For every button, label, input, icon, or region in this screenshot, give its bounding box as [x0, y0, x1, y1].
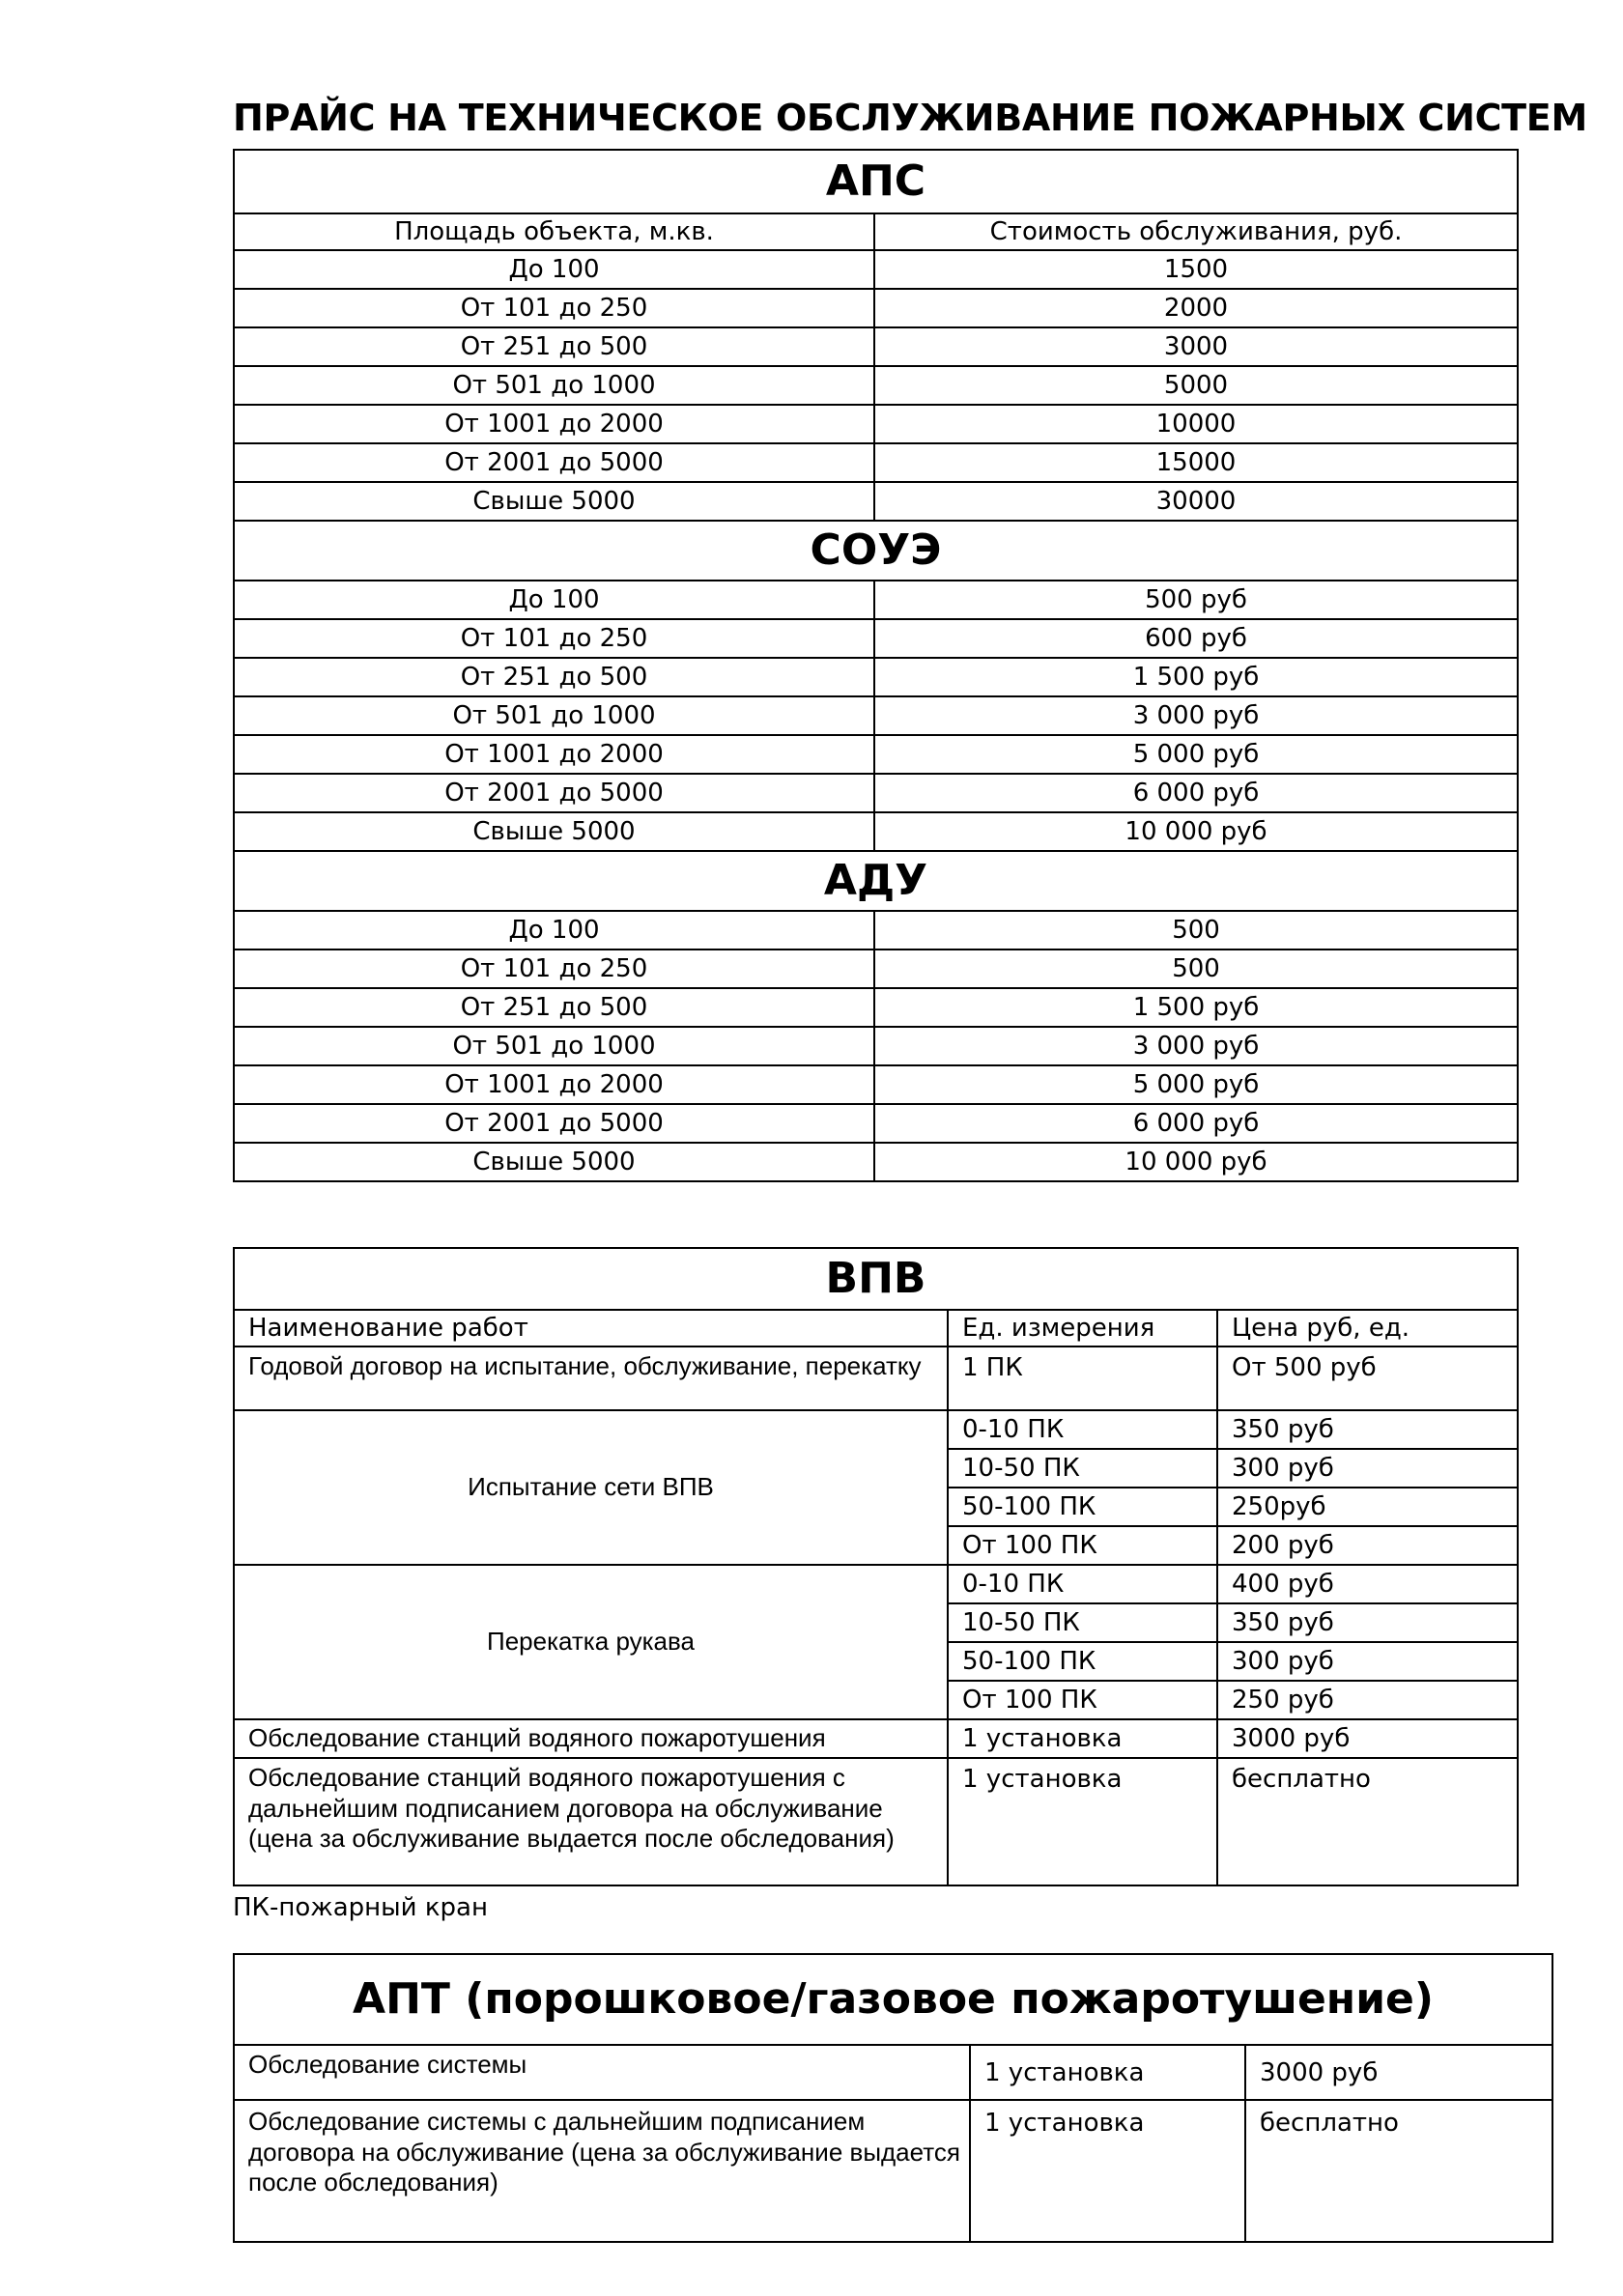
- table-row: [234, 774, 1518, 812]
- price-cell: От 500 руб: [1217, 1346, 1518, 1410]
- price-cell: 1 500 руб: [874, 988, 1518, 1027]
- table-row: [234, 1065, 1518, 1104]
- footnote: ПК-пожарный кран: [233, 1893, 488, 1922]
- price-cell: 3000 руб: [1245, 2045, 1552, 2100]
- price-cell: 2000: [874, 289, 1518, 327]
- price-cell: 1500: [874, 250, 1518, 289]
- section-title-vpv: ВПВ: [234, 1248, 1518, 1310]
- section-title-apt: АПТ (порошковое/газовое пожаротушение): [234, 1954, 1552, 2045]
- header-price: Цена руб, ед.: [1217, 1310, 1518, 1346]
- unit-cell: 10-50 ПК: [948, 1603, 1217, 1642]
- area-cell: От 501 до 1000: [234, 1027, 874, 1065]
- section-title: АПС: [234, 150, 1518, 213]
- area-cell: От 2001 до 5000: [234, 774, 874, 812]
- work-name: Обследование системы: [234, 2045, 970, 2100]
- price-cell: 250 руб: [1217, 1681, 1518, 1719]
- price-cell: 6 000 руб: [874, 1104, 1518, 1143]
- table-row: [234, 1027, 1518, 1065]
- area-cell: От 251 до 500: [234, 988, 874, 1027]
- area-cell: До 100: [234, 911, 874, 950]
- price-cell: 5 000 руб: [874, 1065, 1518, 1104]
- price-cell: 400 руб: [1217, 1565, 1518, 1603]
- price-cell: 500: [874, 911, 1518, 950]
- area-cell: От 101 до 250: [234, 289, 874, 327]
- price-cell: 3000 руб: [1217, 1719, 1518, 1758]
- unit-cell: От 100 ПК: [948, 1526, 1217, 1565]
- price-cell: бесплатно: [1245, 2100, 1552, 2242]
- table-row: [234, 581, 1518, 619]
- price-cell: 5 000 руб: [874, 735, 1518, 774]
- table-row: [234, 366, 1518, 405]
- area-cell: От 501 до 1000: [234, 696, 874, 735]
- area-cell: Свыше 5000: [234, 812, 874, 851]
- price-cell: 200 руб: [1217, 1526, 1518, 1565]
- price-cell: 350 руб: [1217, 1410, 1518, 1449]
- table-row: [234, 289, 1518, 327]
- section-title: СОУЭ: [234, 521, 1518, 581]
- area-cell: От 2001 до 5000: [234, 1104, 874, 1143]
- header-cost: Стоимость обслуживания, руб.: [874, 213, 1518, 250]
- price-cell: 3 000 руб: [874, 1027, 1518, 1065]
- area-cell: От 101 до 250: [234, 619, 874, 658]
- page-title: ПРАЙС НА ТЕХНИЧЕСКОЕ ОБСЛУЖИВАНИЕ ПОЖАРНЫХ СИСТЕМ: [233, 97, 1587, 139]
- table-row: [234, 988, 1518, 1027]
- price-cell: 500: [874, 950, 1518, 988]
- table-row: [234, 327, 1518, 366]
- table-row: [234, 1104, 1518, 1143]
- unit-cell: 1 ПК: [948, 1346, 1217, 1410]
- area-cell: Свыше 5000: [234, 482, 874, 521]
- table-row: [234, 911, 1518, 950]
- area-cell: От 2001 до 5000: [234, 443, 874, 482]
- table-row: [234, 658, 1518, 696]
- area-cell: Свыше 5000: [234, 1143, 874, 1181]
- area-cell: От 501 до 1000: [234, 366, 874, 405]
- price-table-apt: [233, 1953, 1553, 2243]
- price-table-main: [233, 149, 1519, 1182]
- unit-cell: 50-100 ПК: [948, 1488, 1217, 1526]
- price-cell: 5000: [874, 366, 1518, 405]
- work-name: Перекатка рукава: [234, 1565, 948, 1719]
- unit-cell: 1 установка: [970, 2045, 1245, 2100]
- unit-cell: 50-100 ПК: [948, 1642, 1217, 1681]
- unit-cell: От 100 ПК: [948, 1681, 1217, 1719]
- work-name: Обследование станций водяного пожаротушения с дальнейшим подписанием договора на обслуживание (цена за обслуживание выдается после обследования): [234, 1758, 948, 1885]
- table-row: [234, 1143, 1518, 1181]
- table-row: [234, 735, 1518, 774]
- unit-cell: 1 установка: [948, 1719, 1217, 1758]
- table-row: [234, 696, 1518, 735]
- area-cell: От 1001 до 2000: [234, 405, 874, 443]
- section-title: АДУ: [234, 851, 1518, 911]
- price-cell: 10 000 руб: [874, 812, 1518, 851]
- price-cell: 30000: [874, 482, 1518, 521]
- price-cell: 300 руб: [1217, 1449, 1518, 1488]
- price-table-vpv: [233, 1247, 1519, 1886]
- area-cell: До 100: [234, 250, 874, 289]
- work-name: Годовой договор на испытание, обслуживание, перекатку: [234, 1346, 948, 1410]
- price-cell: 6 000 руб: [874, 774, 1518, 812]
- unit-cell: 1 установка: [948, 1758, 1217, 1885]
- price-cell: 15000: [874, 443, 1518, 482]
- table-row: [234, 619, 1518, 658]
- table-row: [234, 405, 1518, 443]
- table-row: [234, 482, 1518, 521]
- price-cell: 1 500 руб: [874, 658, 1518, 696]
- area-cell: От 251 до 500: [234, 327, 874, 366]
- header-area: Площадь объекта, м.кв.: [234, 213, 874, 250]
- area-cell: От 101 до 250: [234, 950, 874, 988]
- area-cell: До 100: [234, 581, 874, 619]
- price-cell: 600 руб: [874, 619, 1518, 658]
- price-cell: 3 000 руб: [874, 696, 1518, 735]
- unit-cell: 1 установка: [970, 2100, 1245, 2242]
- area-cell: От 1001 до 2000: [234, 1065, 874, 1104]
- table-row: [234, 950, 1518, 988]
- unit-cell: 0-10 ПК: [948, 1410, 1217, 1449]
- table-row: [234, 443, 1518, 482]
- price-cell: 300 руб: [1217, 1642, 1518, 1681]
- header-unit: Ед. измерения: [948, 1310, 1217, 1346]
- price-cell: 250руб: [1217, 1488, 1518, 1526]
- price-cell: 350 руб: [1217, 1603, 1518, 1642]
- table-row: [234, 812, 1518, 851]
- unit-cell: 0-10 ПК: [948, 1565, 1217, 1603]
- price-cell: 3000: [874, 327, 1518, 366]
- work-name: Обследование системы с дальнейшим подписанием договора на обслуживание (цена за обслуживание выдается после обследования): [234, 2100, 970, 2242]
- price-cell: 10 000 руб: [874, 1143, 1518, 1181]
- area-cell: От 251 до 500: [234, 658, 874, 696]
- header-work-name: Наименование работ: [234, 1310, 948, 1346]
- work-name: Испытание сети ВПВ: [234, 1410, 948, 1565]
- table-row: [234, 250, 1518, 289]
- area-cell: От 1001 до 2000: [234, 735, 874, 774]
- price-cell: 500 руб: [874, 581, 1518, 619]
- price-cell: бесплатно: [1217, 1758, 1518, 1885]
- work-name: Обследование станций водяного пожаротушения: [234, 1719, 948, 1758]
- unit-cell: 10-50 ПК: [948, 1449, 1217, 1488]
- price-cell: 10000: [874, 405, 1518, 443]
